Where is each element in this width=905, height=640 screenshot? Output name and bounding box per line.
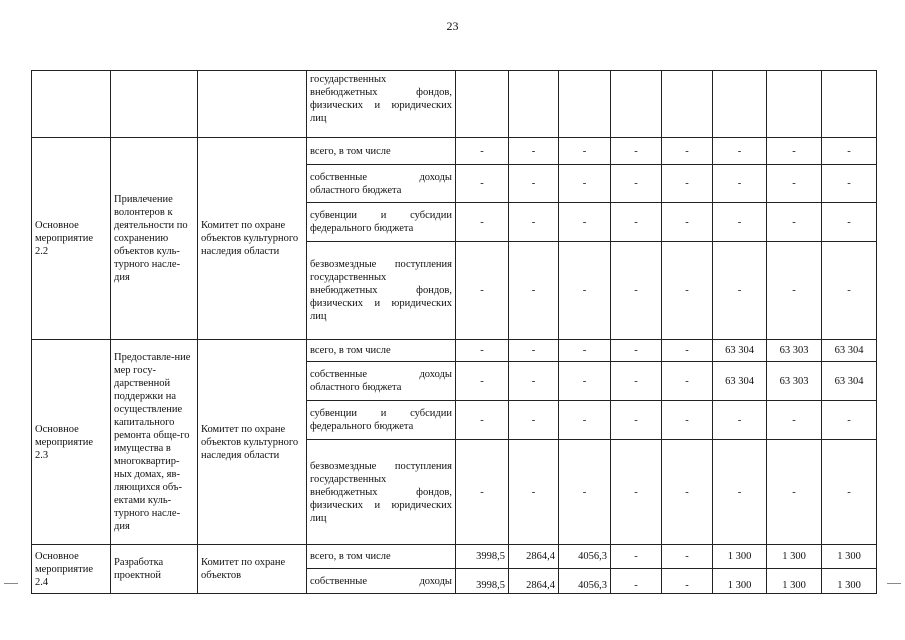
value-cell: 4056,3 xyxy=(559,545,611,569)
value-cell: - xyxy=(456,362,509,401)
value-cell: - xyxy=(822,242,877,340)
value-cell: - xyxy=(662,165,713,203)
value-cell: - xyxy=(509,340,559,362)
value-cell: 3998,5 xyxy=(456,569,509,594)
value-cell: - xyxy=(822,440,877,545)
value-cell: - xyxy=(559,362,611,401)
value-cell: 1 300 xyxy=(713,545,767,569)
value-cell: - xyxy=(662,138,713,165)
value-cell: - xyxy=(611,569,662,594)
value-cell: - xyxy=(713,401,767,440)
activity-name: Основное мероприятие 2.3 xyxy=(32,340,111,545)
source-label: всего, в том числе xyxy=(307,545,456,569)
value-cell: 1 300 xyxy=(767,545,822,569)
table-cell-source: государственных внебюджетных фондов, физических и юридических лиц xyxy=(307,71,456,138)
value-cell: - xyxy=(662,401,713,440)
activity-executor: Комитет по охране объектов xyxy=(198,545,307,594)
source-label: собственные доходы областного бюджета xyxy=(307,362,456,401)
value-cell: 1 300 xyxy=(767,569,822,594)
table-cell-empty xyxy=(559,71,611,138)
value-cell: - xyxy=(611,138,662,165)
table-cell-empty xyxy=(822,71,877,138)
value-cell: - xyxy=(456,440,509,545)
source-label: собственные доходы xyxy=(307,569,456,594)
value-cell: - xyxy=(662,340,713,362)
activity-title: Предоставле-ние мер госу-дарственной поддержки на осуществление капитального ремонта обще-го имущества в многоквартир-ных домах, яв-ляющихся объ-ектами куль-турного насле-дия xyxy=(111,340,198,545)
source-label: всего, в том числе xyxy=(307,138,456,165)
value-cell: - xyxy=(509,138,559,165)
value-cell: - xyxy=(611,340,662,362)
value-cell: - xyxy=(822,203,877,242)
table-cell-empty xyxy=(662,71,713,138)
value-cell: - xyxy=(611,242,662,340)
budget-table xyxy=(31,70,877,594)
value-cell: - xyxy=(822,138,877,165)
value-cell: - xyxy=(559,340,611,362)
value-cell: - xyxy=(456,340,509,362)
value-cell: - xyxy=(509,242,559,340)
source-label: субвенции и субсидии федерального бюджета xyxy=(307,401,456,440)
value-cell: - xyxy=(611,203,662,242)
value-cell: - xyxy=(767,165,822,203)
value-cell: - xyxy=(713,138,767,165)
value-cell: - xyxy=(509,401,559,440)
value-cell: - xyxy=(559,203,611,242)
activity-executor: Комитет по охране объектов культурного наследия области xyxy=(198,340,307,545)
value-cell: - xyxy=(611,440,662,545)
value-cell: 63 304 xyxy=(822,362,877,401)
source-label: собственные доходы областного бюджета xyxy=(307,165,456,203)
value-cell: - xyxy=(767,203,822,242)
table-cell-empty xyxy=(767,71,822,138)
activity-name: Основное мероприятие 2.2 xyxy=(32,138,111,340)
value-cell: - xyxy=(559,165,611,203)
value-cell: - xyxy=(456,203,509,242)
value-cell: 63 304 xyxy=(822,340,877,362)
table-row xyxy=(32,545,877,569)
activity-executor: Комитет по охране объектов культурного наследия области xyxy=(198,138,307,340)
activity-name: Основное мероприятие 2.4 xyxy=(32,545,111,594)
source-label: всего, в том числе xyxy=(307,340,456,362)
table-cell-empty xyxy=(111,71,198,138)
table-row xyxy=(32,340,877,362)
value-cell: 1 300 xyxy=(713,569,767,594)
value-cell: - xyxy=(611,545,662,569)
value-cell: - xyxy=(713,203,767,242)
value-cell: - xyxy=(456,165,509,203)
table-cell-empty xyxy=(713,71,767,138)
value-cell: - xyxy=(662,362,713,401)
table-cell-empty xyxy=(611,71,662,138)
table-row xyxy=(32,138,877,165)
value-cell: 2864,4 xyxy=(509,569,559,594)
value-cell: - xyxy=(611,362,662,401)
value-cell: - xyxy=(456,242,509,340)
value-cell: - xyxy=(822,165,877,203)
table-row-continuation xyxy=(32,71,877,138)
value-cell: - xyxy=(662,203,713,242)
value-cell: 63 304 xyxy=(713,340,767,362)
value-cell: - xyxy=(611,401,662,440)
activity-title: Разработка проектной xyxy=(111,545,198,594)
value-cell: 63 303 xyxy=(767,340,822,362)
value-cell: 63 304 xyxy=(713,362,767,401)
page-number: 23 xyxy=(446,19,459,33)
value-cell: - xyxy=(559,401,611,440)
value-cell: 63 303 xyxy=(767,362,822,401)
value-cell: - xyxy=(611,165,662,203)
value-cell: - xyxy=(713,165,767,203)
value-cell: - xyxy=(767,242,822,340)
value-cell: - xyxy=(713,440,767,545)
value-cell: 2864,4 xyxy=(509,545,559,569)
value-cell: - xyxy=(509,362,559,401)
value-cell: - xyxy=(767,440,822,545)
value-cell: - xyxy=(559,242,611,340)
value-cell: 1 300 xyxy=(822,569,877,594)
table-cell-empty xyxy=(32,71,111,138)
value-cell: - xyxy=(662,242,713,340)
table-cell-empty xyxy=(509,71,559,138)
value-cell: 3998,5 xyxy=(456,545,509,569)
activity-title: Привлечение волонтеров к деятельности по сохранению объектов куль-турного насле-дия xyxy=(111,138,198,340)
margin-mark-right xyxy=(887,583,901,584)
table-cell-empty xyxy=(456,71,509,138)
value-cell: - xyxy=(456,401,509,440)
margin-mark-left xyxy=(4,583,18,584)
value-cell: - xyxy=(509,165,559,203)
value-cell: - xyxy=(509,203,559,242)
value-cell: 4056,3 xyxy=(559,569,611,594)
source-label: безвозмездные поступления государственных внебюджетных фондов, физических и юридических лиц xyxy=(307,440,456,545)
value-cell: - xyxy=(559,138,611,165)
source-label: безвозмездные поступления государственных внебюджетных фондов, физических и юридических лиц xyxy=(307,242,456,340)
value-cell: - xyxy=(822,401,877,440)
value-cell: - xyxy=(713,242,767,340)
value-cell: - xyxy=(662,545,713,569)
value-cell: - xyxy=(767,138,822,165)
value-cell: - xyxy=(662,440,713,545)
value-cell: - xyxy=(456,138,509,165)
value-cell: - xyxy=(559,440,611,545)
value-cell: - xyxy=(767,401,822,440)
value-cell: - xyxy=(509,440,559,545)
value-cell: - xyxy=(662,569,713,594)
value-cell: 1 300 xyxy=(822,545,877,569)
table-cell-empty xyxy=(198,71,307,138)
source-label: субвенции и субсидии федерального бюджета xyxy=(307,203,456,242)
